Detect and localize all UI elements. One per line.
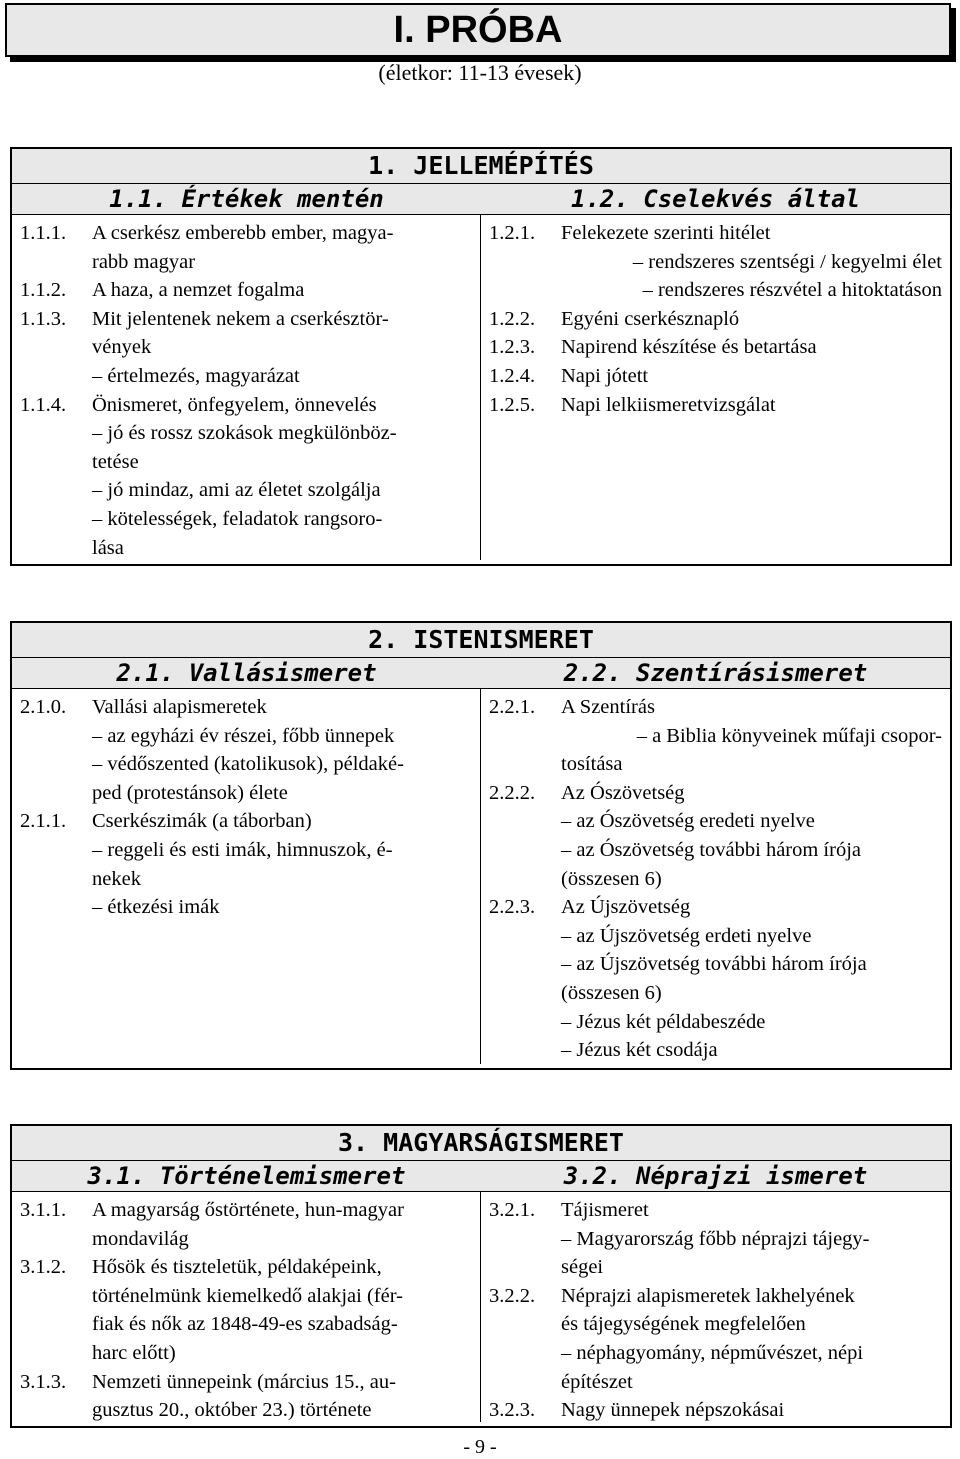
list-item (489, 391, 942, 420)
column-headers (12, 1161, 950, 1192)
item-line: lása (92, 536, 124, 559)
left-column-heading: 3.1. Történelemismeret (87, 1162, 406, 1190)
section-title: 3. MAGYARSÁGISMERET (12, 1126, 950, 1161)
item-number: 3.1.1. (20, 1199, 67, 1221)
item-text (92, 1196, 472, 1253)
item-line: – étkezési imák (92, 896, 220, 919)
item-line: tetése (92, 450, 139, 473)
item-line: Egyéni cserkésznapló (561, 307, 740, 330)
item-line: Hősök és tiszteletük, példaképeink, (92, 1256, 382, 1279)
item-line: – az Újszövetség további három írója (561, 953, 867, 976)
item-line: Önismeret, önfegyelem, önnevelés (92, 393, 377, 416)
item-line: Napirend készítése és betartása (561, 336, 817, 359)
item-number: 2.1.1. (20, 810, 67, 833)
item-number: 1.2.5. (489, 393, 536, 416)
right-column-heading: 3.2. Néprajzi ismeret (563, 1162, 868, 1190)
list-item (489, 1196, 942, 1282)
item-text (561, 1196, 942, 1282)
item-number: 2.2.1. (489, 696, 536, 718)
list-item (20, 1253, 472, 1367)
item-text (561, 219, 942, 305)
list-item (489, 219, 942, 305)
item-line: (összesen 6) (561, 981, 662, 1004)
item-line: Nemzeti ünnepeink (március 15., au- (92, 1370, 396, 1393)
item-number: 3.2.3. (489, 1399, 536, 1422)
item-line: – reggeli és esti imák, himnuszok, é- (92, 838, 393, 861)
list-item (489, 893, 942, 1065)
item-line: ped (protestánsok) élete (92, 781, 288, 804)
item-text (92, 1253, 472, 1367)
item-number: 2.2.3. (489, 896, 536, 919)
left-column (12, 689, 481, 1064)
list-item (489, 693, 942, 779)
item-line: mondavilág (92, 1227, 189, 1250)
section-jellemepites (10, 147, 952, 566)
list-item (489, 1282, 942, 1396)
item-line: A Szentírás (561, 696, 655, 718)
item-text (561, 893, 942, 1065)
item-line: (összesen 6) (561, 867, 662, 890)
list-item (20, 305, 472, 391)
item-line: – néphagyomány, népművészet, népi (561, 1341, 864, 1364)
item-line: Vallási alapismeretek (92, 696, 267, 718)
item-line: harc előtt) (92, 1341, 176, 1364)
item-line: – értelmezés, magyarázat (92, 364, 300, 387)
list-item (20, 1368, 472, 1425)
page-subtitle: (életkor: 11-13 évesek) (378, 60, 582, 85)
list-item (20, 219, 472, 276)
item-line: – jó és rossz szokások megkülönböz- (92, 422, 397, 445)
columns (12, 689, 950, 1064)
item-number: 1.2.4. (489, 364, 536, 387)
list-item (489, 362, 942, 391)
item-line: tosítása (561, 753, 623, 776)
item-line: Az Ószövetség (561, 781, 685, 804)
item-line: Nagy ünnepek népszokásai (561, 1399, 785, 1422)
item-line: történelmünk kiemelkedő alakjai (fér- (92, 1284, 403, 1307)
item-number: 1.2.1. (489, 222, 536, 244)
left-column-heading: 1.1. Értékek mentén (109, 185, 384, 213)
item-number: 1.1.4. (20, 393, 67, 416)
item-line: – az Ószövetség további három írója (561, 838, 862, 861)
item-line: Cserkészimák (a táborban) (92, 810, 312, 833)
item-number: 1.1.2. (20, 279, 67, 302)
right-column (481, 215, 950, 560)
left-column-heading: 2.1. Vallásismeret (116, 659, 377, 687)
item-line: A haza, a nemzet fogalma (92, 279, 305, 302)
list-item (20, 807, 472, 921)
item-text (92, 693, 472, 807)
page-number: - 9 - (463, 1436, 497, 1458)
item-line: – kötelességek, feladatok rangsoro- (92, 507, 383, 530)
right-column (481, 689, 950, 1064)
item-number: 3.1.2. (20, 1256, 67, 1279)
item-line: Napi lelkiismeretvizsgálat (561, 393, 776, 416)
item-line: – az Újszövetség erdeti nyelve (561, 924, 812, 947)
item-line: – jó mindaz, ami az életet szolgálja (92, 479, 381, 502)
item-line: – a Biblia könyveinek műfaji csopor- (636, 724, 942, 747)
item-line: fiak és nők az 1848-49-es szabadság- (92, 1313, 398, 1336)
item-text (92, 807, 472, 921)
list-item (489, 305, 942, 334)
item-line: építészet (561, 1370, 633, 1393)
item-line: vények (92, 336, 152, 359)
item-line: Felekezete szerinti hitélet (561, 222, 771, 244)
right-column (481, 1192, 950, 1422)
right-column-heading: 1.2. Cselekvés által (571, 185, 860, 213)
right-column-heading: 2.2. Szentírásismeret (563, 659, 868, 687)
item-line: nekek (92, 867, 141, 890)
item-text (561, 779, 942, 893)
item-text (92, 219, 472, 276)
item-line: – Jézus két csodája (561, 1039, 718, 1062)
list-item (489, 779, 942, 893)
item-text (561, 362, 942, 391)
item-line: Mit jelentenek nekem a cserkésztör- (92, 307, 389, 330)
item-text (561, 305, 942, 334)
list-item (20, 276, 472, 305)
item-text (92, 391, 472, 563)
item-line: rabb magyar (92, 250, 196, 273)
item-number: 1.1.3. (20, 307, 67, 330)
item-number: 1.2.2. (489, 307, 536, 330)
item-text (561, 1282, 942, 1396)
title-box (5, 3, 951, 57)
item-line: A magyarság őstörténete, hun-magyar (92, 1199, 404, 1221)
item-line: Napi jótett (561, 364, 649, 387)
column-headers (12, 658, 950, 689)
item-number: 2.2.2. (489, 781, 536, 804)
item-number: 3.1.3. (20, 1370, 67, 1393)
item-number: 1.2.3. (489, 336, 536, 359)
list-item (20, 693, 472, 807)
page-title: I. PRÓBA (393, 9, 563, 51)
item-line: Néprajzi alapismeretek lakhelyének (561, 1284, 855, 1307)
item-line: és tájegységének megfelelően (561, 1313, 806, 1336)
item-line: – az Ószövetség eredeti nyelve (561, 810, 815, 833)
list-item (20, 391, 472, 563)
column-headers (12, 184, 950, 215)
item-text (92, 276, 472, 305)
item-text (92, 305, 472, 391)
item-text (561, 391, 942, 420)
item-line: ségei (561, 1256, 604, 1279)
section-istenismeret (10, 621, 952, 1070)
item-line: – az egyházi év részei, főbb ünnepek (92, 724, 395, 747)
item-line: gusztus 20., október 23.) története (92, 1399, 372, 1422)
section-title: 1. JELLEMÉPÍTÉS (12, 149, 950, 184)
item-number: 3.2.2. (489, 1284, 536, 1307)
item-text (92, 1368, 472, 1425)
item-line: Az Újszövetség (561, 896, 691, 919)
section-title: 2. ISTENISMERET (12, 623, 950, 658)
left-column (12, 1192, 481, 1422)
item-number: 1.1.1. (20, 222, 67, 244)
item-number: 2.1.0. (20, 696, 67, 718)
item-line: Tájismeret (561, 1199, 649, 1221)
item-text (561, 1396, 942, 1425)
list-item (489, 1396, 942, 1425)
left-column (12, 215, 481, 560)
item-line: A cserkész emberebb ember, magya- (92, 222, 394, 244)
list-item (489, 333, 942, 362)
item-line: – Jézus két példabeszéde (561, 1010, 766, 1033)
item-text (561, 693, 942, 779)
item-line: – védőszented (katolikusok), példaké- (92, 753, 404, 776)
columns (12, 215, 950, 560)
item-line: – Magyarország főbb néprajzi tájegy- (561, 1227, 870, 1250)
columns (12, 1192, 950, 1422)
list-item (20, 1196, 472, 1253)
section-magyarsagismeret (10, 1124, 952, 1428)
item-number: 3.2.1. (489, 1199, 536, 1221)
item-text (561, 333, 942, 362)
item-line: – rendszeres részvétel a hitoktatáson (642, 279, 942, 302)
item-line: – rendszeres szentségi / kegyelmi élet (632, 250, 942, 273)
